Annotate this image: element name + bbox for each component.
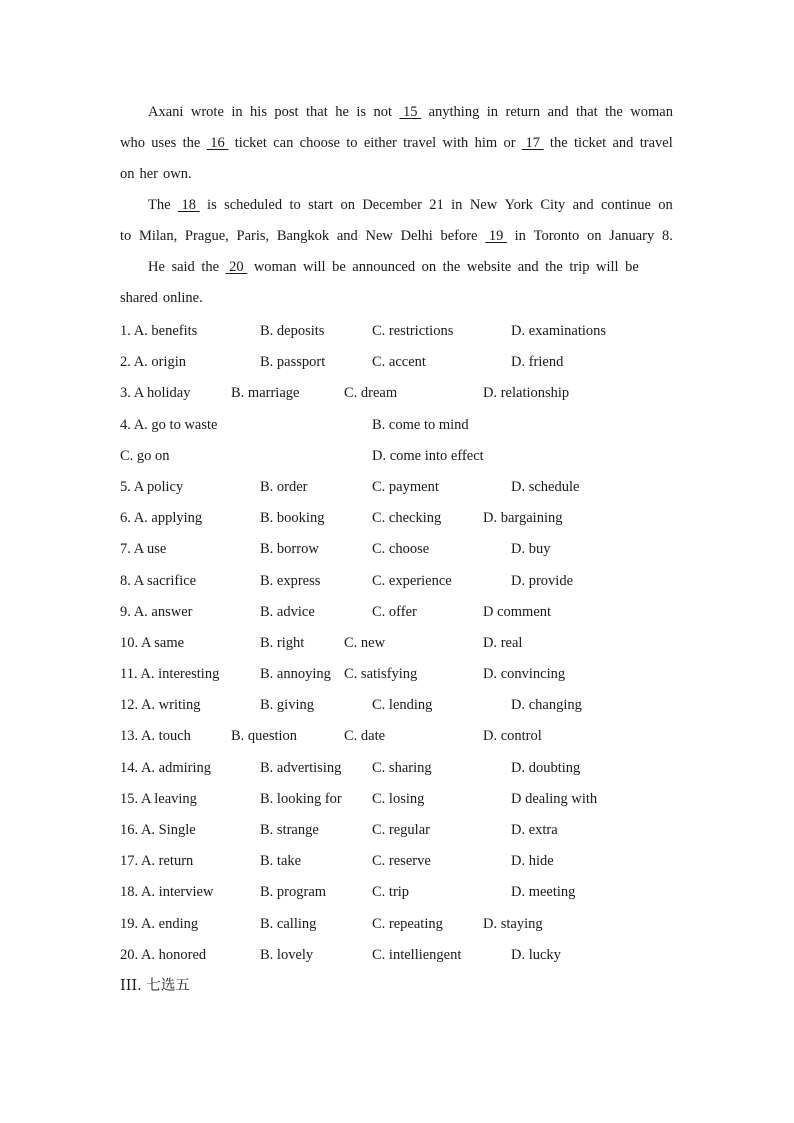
passage-word: to [289,197,301,213]
option-d: D. hide [511,853,554,870]
passage-word: announced [352,259,416,275]
option-row [120,817,680,848]
option-b: B. strange [260,822,319,838]
option-a: 14. A. admiring [120,759,212,776]
option-c: C. intelliengent [372,946,462,963]
option-d: D. real [483,634,523,651]
option-a: 9. A. answer [120,603,193,620]
option-c: C. satisfying [344,666,418,683]
option-b: B. question [231,728,298,745]
option-a: 20. A. honored [120,946,207,963]
passage-word: not [373,104,392,120]
option-b: B. borrow [260,541,319,558]
passage-word: travel [403,135,437,151]
passage-word: anything [428,104,480,120]
option-c: C. trip [372,884,410,901]
passage-word: ticket [234,135,267,151]
option-b: B. annoying [260,666,331,683]
passage-word: December [362,197,422,213]
option-b: B. advertising [260,759,342,776]
passage [120,99,673,316]
option-c: C. regular [372,822,430,838]
option-a: 6. A. applying [120,510,203,527]
passage-word: on [340,197,355,213]
passage-word: woman [630,104,673,120]
option-row [120,942,680,973]
option-d: D. provide [511,572,574,589]
passage-word: the [549,135,568,151]
passage-word: Toronto [533,228,580,244]
option-a: 15. A leaving [120,790,197,807]
option-c: C. sharing [372,759,432,776]
passage-word: Paris, [236,228,270,244]
passage-word: will [303,259,326,275]
blank-number: 19 [485,228,507,244]
passage-word: either [363,135,397,151]
passage-word: woman [253,259,297,275]
option-d: D. convincing [483,666,566,683]
option-a: 18. A. interview [120,884,214,901]
option-c: C. payment [372,478,439,495]
passage-word: return [505,104,541,120]
passage-word: The [148,197,171,213]
option-a: 16. A. Single [120,822,196,838]
passage-word: the [201,259,220,275]
option-d: D. examinations [511,323,607,339]
option-a: 13. A. touch [120,728,191,745]
passage-word: City [540,197,566,213]
option-c: C. losing [372,790,425,807]
option-d: D. control [483,728,542,745]
option-row [120,911,680,942]
option-d: D. buy [511,541,551,558]
passage-word: Bangkok [276,228,330,244]
option-row [120,505,680,536]
option-b: B. booking [260,510,325,527]
option-d: D. friend [511,354,564,371]
passage-line [120,285,673,316]
passage-word: that [306,104,328,120]
option-d: D. schedule [511,478,580,495]
blank-number: 20 [225,259,248,275]
option-a: 1. A. benefits [120,323,198,339]
option-a: C. go on [120,447,170,464]
passage-word: that [575,104,598,120]
option-row [120,599,680,630]
passage-word: ticket [573,135,607,151]
option-row [120,755,680,786]
passage-line [120,223,673,254]
option-d: D. lucky [511,946,561,963]
passage-word: New [469,197,498,213]
passage-line [120,192,673,223]
passage-word: before [440,228,478,244]
passage-word: in [514,228,526,244]
option-a: 5. A policy [120,478,184,495]
option-d: D dealing with [511,790,598,807]
passage-word: the [442,259,461,275]
passage-word: and [547,104,569,120]
passage-word: her [139,166,159,182]
option-b: B. order [260,478,308,495]
passage-word: be [332,259,346,275]
passage-word: on [120,166,135,182]
passage-word: Milan, [138,228,178,244]
passage-word: in [451,197,463,213]
option-row [120,380,680,411]
option-row [120,474,680,505]
option-a: 2. A. origin [120,354,187,371]
option-b: B. right [260,634,305,651]
passage-word: Prague, [184,228,229,244]
option-c: C. dream [344,385,398,402]
option-d: D. bargaining [483,510,563,527]
answer-options [120,318,680,973]
passage-word: to [346,135,358,151]
option-a: 3. A holiday [120,385,191,402]
option-b: B. take [260,853,302,870]
blank-number: 15 [399,104,422,120]
passage-line [120,254,673,285]
passage-word: on [658,197,673,213]
option-row [120,723,680,754]
passage-word: choose [299,135,340,151]
option-c: C. checking [372,510,442,527]
passage-word: uses [151,135,177,151]
option-row [120,630,680,661]
passage-word: and [612,135,634,151]
passage-word: be [625,259,639,275]
passage-word: the [605,104,623,120]
option-row [120,848,680,879]
option-d: D comment [483,603,552,620]
passage-word: 8. [661,228,673,244]
passage-word: on [421,259,437,275]
option-c: C. accent [372,354,426,371]
passage-word: travel [639,135,673,151]
option-a: 17. A. return [120,853,194,870]
passage-word: is [207,197,217,213]
option-b: B. marriage [231,385,300,402]
blank-number: 17 [521,135,544,151]
option-a: 11. A. interesting [120,666,220,683]
passage-word: He [148,259,165,275]
option-a: 12. A. writing [120,697,201,714]
passage-word: can [273,135,294,151]
option-row [120,661,680,692]
option-c: C. new [344,634,386,651]
option-a: 4. A. go to waste [120,416,218,433]
option-c: C. offer [372,603,417,620]
passage-word: his [250,104,267,120]
passage-word: and [336,228,358,244]
passage-word: website [466,259,512,275]
passage-word: him [474,135,498,151]
option-c: C. restrictions [372,323,454,339]
passage-word: said [171,259,195,275]
passage-word: New [365,228,393,244]
passage-word: wrote [190,104,224,120]
option-row [120,443,680,474]
option-b: B. advice [260,603,315,620]
option-b: B. deposits [260,323,325,339]
option-b: B. come to mind [372,416,469,433]
option-row [120,349,680,380]
passage-line [120,99,673,130]
passage-word: 21 [429,197,444,213]
passage-word: continue [600,197,651,213]
option-b: B. express [260,572,321,589]
option-c: C. experience [372,572,452,589]
option-c: C. choose [372,541,430,558]
option-b: B. passport [260,354,326,371]
option-d: D. doubting [511,759,581,776]
passage-word: York [504,197,533,213]
passage-word: online. [162,290,203,306]
passage-word: start [308,197,334,213]
passage-word: January [609,228,655,244]
option-d: D. changing [511,697,582,714]
option-b: D. come into effect [372,447,484,464]
option-row [120,692,680,723]
passage-word: Delhi [400,228,433,244]
passage-word: the [545,259,563,275]
passage-line [120,161,673,192]
option-b: B. lovely [260,946,314,963]
passage-word: own. [163,166,192,182]
option-d: D. extra [511,822,558,838]
option-d: D. relationship [483,385,570,402]
passage-word: in [231,104,243,120]
option-c: C. lending [372,697,433,714]
option-c: C. reserve [372,853,431,870]
blank-number: 16 [206,135,229,151]
section-heading: III. 七选五 [120,978,190,994]
passage-word: on [586,228,602,244]
passage-word: scheduled [224,197,283,213]
option-row [120,786,680,817]
passage-word: to [120,228,132,244]
passage-word: with [442,135,469,151]
option-row [120,318,680,349]
passage-word: or [503,135,516,151]
option-a: 19. A. ending [120,915,199,932]
passage-word: and [572,197,594,213]
option-row [120,536,680,567]
passage-line [120,130,673,161]
option-b: B. calling [260,915,317,932]
option-b: B. looking for [260,790,342,807]
option-a: 7. A use [120,541,167,558]
option-d: D. meeting [511,884,576,901]
option-a: 8. A sacrifice [120,572,197,589]
passage-word: is [356,104,366,120]
passage-word: he [335,104,349,120]
option-row [120,879,680,910]
option-d: D. staying [483,915,543,932]
option-a: 10. A same [120,634,185,651]
option-row [120,412,680,443]
blank-number: 18 [177,197,200,213]
passage-word: post [274,104,299,120]
passage-word: who [120,135,145,151]
passage-word: in [486,104,499,120]
option-b: B. program [260,884,327,901]
passage-word: and [517,259,539,275]
option-b: B. giving [260,697,314,714]
option-c: C. repeating [372,915,443,932]
passage-word: will [596,259,619,275]
passage-word: the [182,135,201,151]
option-row [120,568,680,599]
option-c: C. date [344,728,386,745]
passage-word: Axani [148,104,184,120]
passage-word: shared [120,290,158,306]
passage-word: trip [569,259,590,275]
